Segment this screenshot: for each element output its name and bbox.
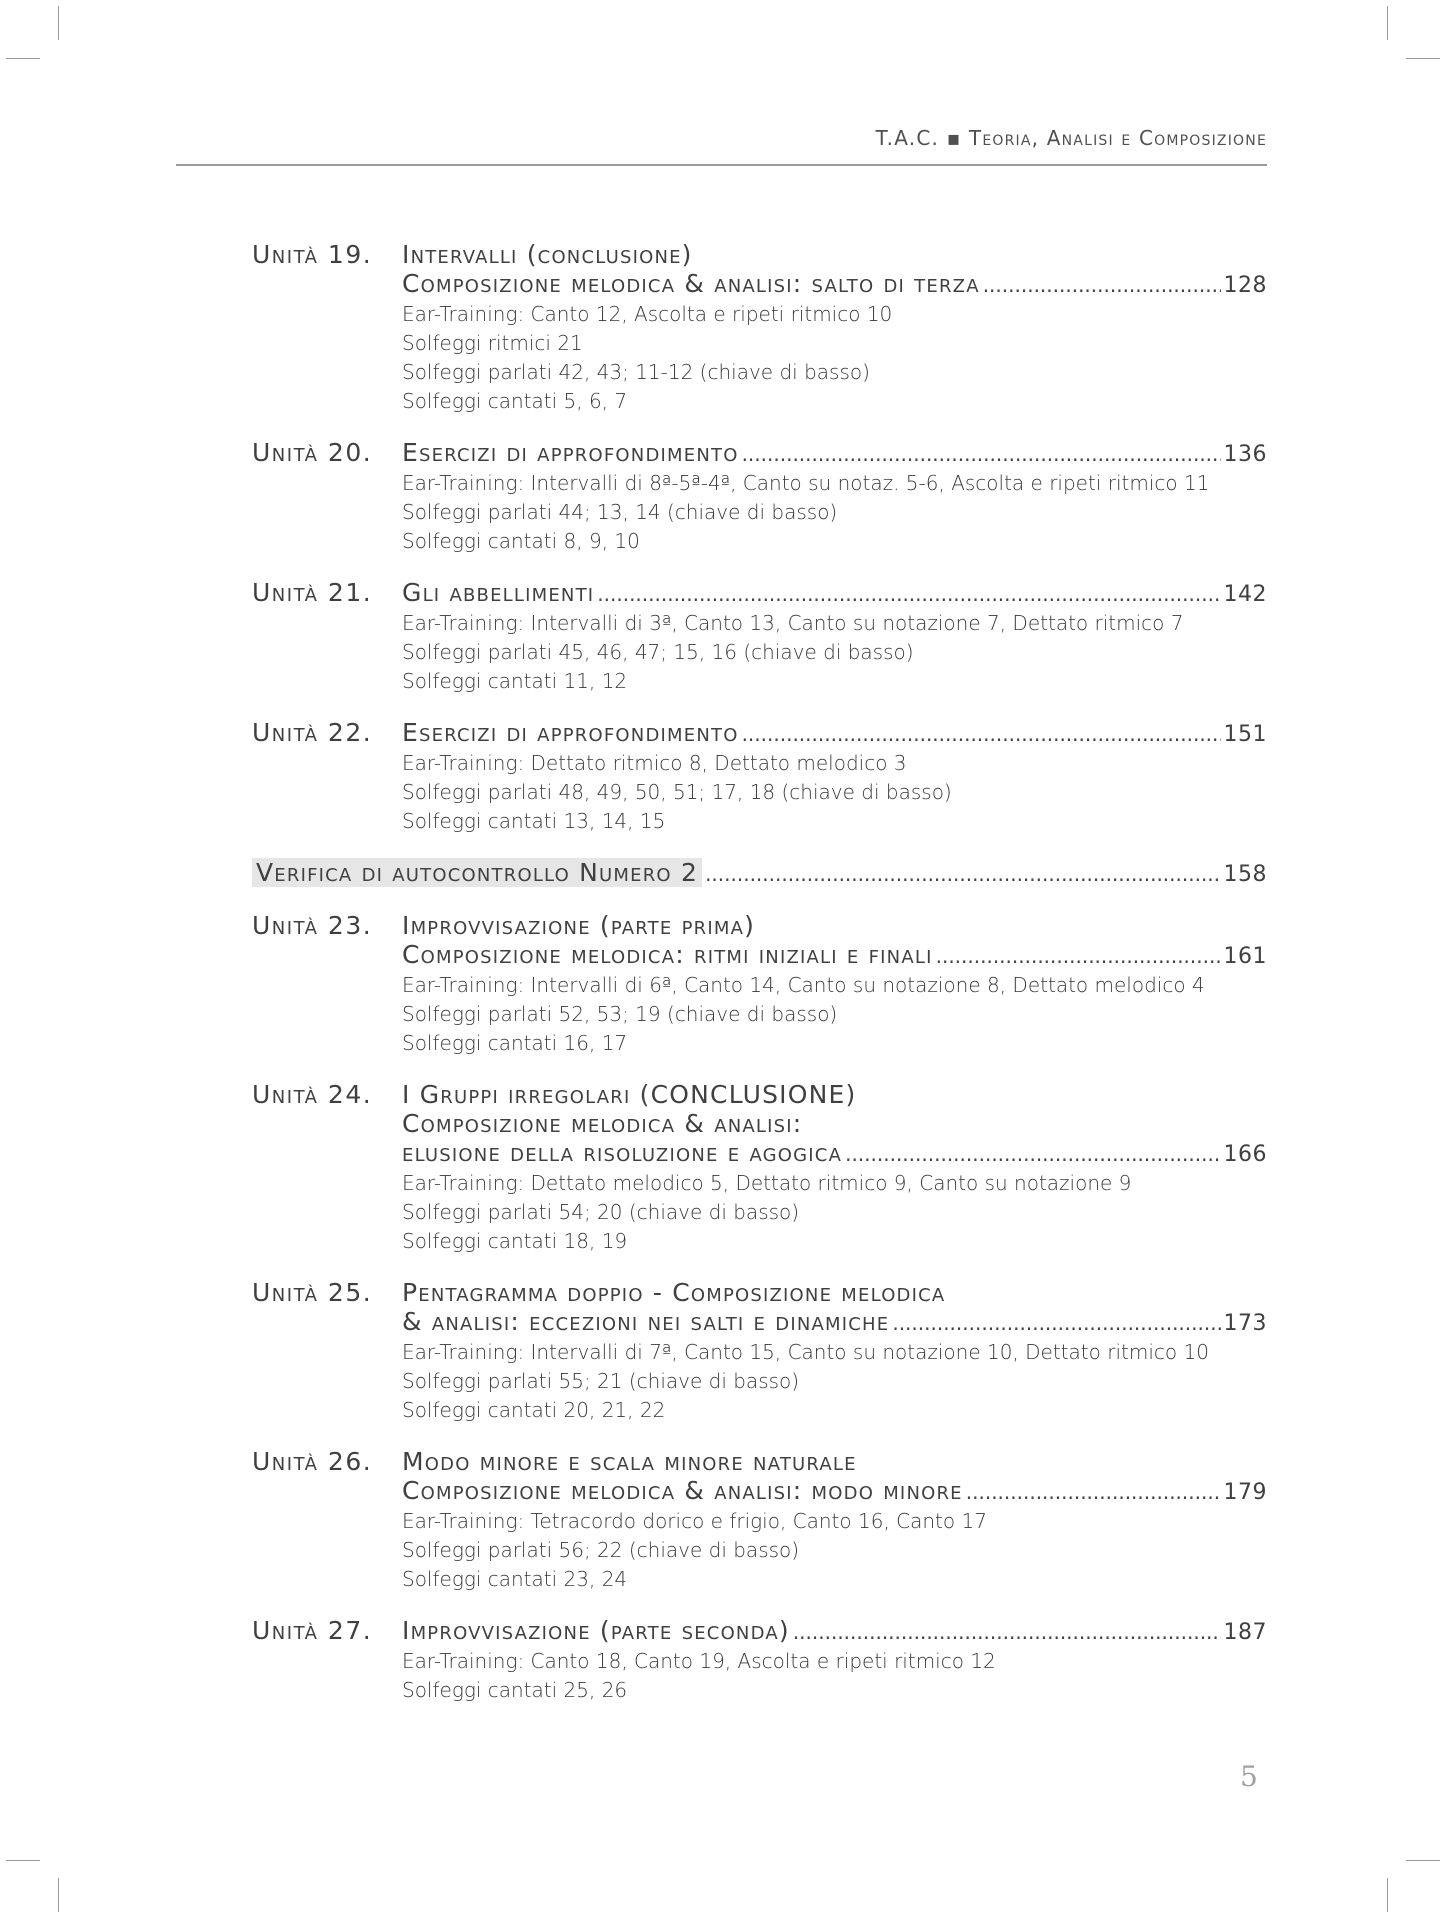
dot-leader — [966, 1476, 1221, 1507]
entry-subitem: Solfeggi cantati 5, 6, 7 — [402, 389, 628, 413]
entry-subitem: Ear-Training: Canto 18, Canto 19, Ascolta e ripeti ritmico 12 — [402, 1649, 996, 1673]
unit-label: Unità 19. — [252, 240, 373, 269]
entry-subitem: Solfeggi parlati 44; 13, 14 (chiave di basso) — [402, 500, 838, 524]
entry-subitem: Ear-Training: Intervalli di 6ª, Canto 14, Canto su notazione 8, Dettato melodico 4 — [402, 973, 1205, 997]
entry-subitem: Solfeggi parlati 55; 21 (chiave di basso) — [402, 1369, 800, 1393]
dot-leader — [845, 1138, 1220, 1169]
entry-subitem: Solfeggi cantati 23, 24 — [402, 1567, 628, 1591]
toc-entry — [252, 1447, 1267, 1594]
entry-title-line — [402, 718, 1267, 749]
entry-title: Verifica di autocontrollo Numero 2 — [252, 858, 702, 887]
entry-subitem: Ear-Training: Canto 12, Ascolta e ripeti ritmico 10 — [402, 302, 893, 326]
entry-title: Composizione melodica: ritmi iniziali e finali — [402, 940, 933, 969]
entry-subitem: Ear-Training: Dettato ritmico 8, Dettato melodico 3 — [402, 751, 907, 775]
unit-label: Unità 26. — [252, 1447, 373, 1476]
table-of-contents — [252, 240, 1267, 1727]
unit-label: Unità 21. — [252, 578, 373, 607]
dot-leader — [892, 1307, 1220, 1338]
entry-title-line — [402, 911, 1267, 940]
unit-label: Unità 27. — [252, 1616, 373, 1645]
entry-page-number: 136 — [1223, 442, 1267, 467]
entry-title: Improvvisazione (parte seconda) — [402, 1616, 790, 1645]
entry-subitem: Solfeggi cantati 20, 21, 22 — [402, 1398, 666, 1422]
entry-subitem: Solfeggi parlati 45, 46, 47; 15, 16 (chiave di basso) — [402, 640, 914, 664]
entry-title-line — [402, 1278, 1267, 1307]
dot-leader — [742, 438, 1221, 469]
crop-mark — [1387, 6, 1388, 40]
entry-title-line — [402, 1109, 1267, 1138]
entry-subitem: Ear-Training: Intervalli di 3ª, Canto 13, Canto su notazione 7, Dettato ritmico 7 — [402, 611, 1184, 635]
running-head: T.A.C. ▪ Teoria, Analisi e Composizione — [875, 126, 1267, 150]
entry-page-number: 187 — [1223, 1620, 1267, 1645]
toc-entry — [252, 1080, 1267, 1256]
toc-entry — [252, 718, 1267, 836]
header-rule — [176, 164, 1267, 166]
unit-label: Unità 22. — [252, 718, 373, 747]
toc-entry — [252, 1616, 1267, 1705]
entry-title-line — [402, 1447, 1267, 1476]
entry-subitem: Ear-Training: Tetracordo dorico e frigio, Canto 16, Canto 17 — [402, 1509, 987, 1533]
entry-title-line — [402, 438, 1267, 469]
dot-leader — [705, 858, 1220, 889]
entry-title: Composizione melodica & analisi: salto di terza — [402, 269, 980, 298]
entry-title-line — [402, 1476, 1267, 1507]
dot-leader — [597, 578, 1220, 609]
entry-title: Intervalli (conclusione) — [402, 240, 693, 269]
entry-title: Modo minore e scala minore naturale — [402, 1447, 857, 1476]
crop-mark — [58, 1878, 59, 1912]
entry-title: & analisi: eccezioni nei salti e dinamiche — [402, 1307, 890, 1336]
entry-subitem: Ear-Training: Dettato melodico 5, Dettato ritmico 9, Canto su notazione 9 — [402, 1171, 1132, 1195]
entry-subitem: Solfeggi cantati 25, 26 — [402, 1678, 628, 1702]
dot-leader — [983, 269, 1221, 300]
entry-page-number: 161 — [1223, 944, 1267, 969]
entry-subitem: Solfeggi parlati 54; 20 (chiave di basso) — [402, 1200, 800, 1224]
entry-title: I Gruppi irregolari (CONCLUSIONE) — [402, 1080, 857, 1109]
unit-label: Unità 25. — [252, 1278, 373, 1307]
toc-entry — [252, 578, 1267, 696]
entry-title-line — [402, 940, 1267, 971]
entry-title: elusione della risoluzione e agogica — [402, 1138, 843, 1167]
entry-title-line — [402, 240, 1267, 269]
unit-label: Unità 24. — [252, 1080, 373, 1109]
entry-page-number: 151 — [1223, 722, 1267, 747]
entry-title: Pentagramma doppio - Composizione melodica — [402, 1278, 946, 1307]
entry-title: Esercizi di approfondimento — [402, 718, 739, 747]
entry-page-number: 179 — [1223, 1480, 1267, 1505]
entry-title: Composizione melodica & analisi: modo minore — [402, 1476, 963, 1505]
dot-leader — [742, 718, 1221, 749]
toc-entry — [252, 1278, 1267, 1425]
entry-subitem: Solfeggi cantati 11, 12 — [402, 669, 628, 693]
entry-title: Gli abbellimenti — [402, 578, 595, 607]
entry-title: Esercizi di approfondimento — [402, 438, 739, 467]
crop-mark — [6, 58, 40, 59]
toc-entry — [252, 438, 1267, 556]
entry-subitem: Solfeggi cantati 8, 9, 10 — [402, 529, 640, 553]
toc-entry — [252, 240, 1267, 416]
page-number: 5 — [1240, 1760, 1258, 1793]
crop-mark — [6, 1860, 40, 1861]
entry-title: Composizione melodica & analisi: — [402, 1109, 803, 1138]
entry-title-line — [402, 1307, 1267, 1338]
entry-title-line — [402, 1138, 1267, 1169]
entry-subitem: Solfeggi cantati 16, 17 — [402, 1031, 628, 1055]
entry-page-number: 173 — [1223, 1311, 1267, 1336]
entry-title-line — [252, 858, 1267, 889]
entry-subitem: Ear-Training: Intervalli di 7ª, Canto 15, Canto su notazione 10, Dettato ritmico 10 — [402, 1340, 1209, 1364]
entry-title: Improvvisazione (parte prima) — [402, 911, 756, 940]
entry-page-number: 128 — [1223, 273, 1267, 298]
dot-leader — [793, 1616, 1221, 1647]
entry-subitem: Solfeggi parlati 52, 53; 19 (chiave di basso) — [402, 1002, 838, 1026]
crop-mark — [58, 6, 59, 40]
entry-subitem: Solfeggi parlati 42, 43; 11-12 (chiave di basso) — [402, 360, 870, 384]
entry-page-number: 142 — [1223, 582, 1267, 607]
crop-mark — [1387, 1878, 1388, 1912]
entry-subitem: Solfeggi cantati 18, 19 — [402, 1229, 628, 1253]
entry-subitem: Solfeggi ritmici 21 — [402, 331, 583, 355]
entry-subitem: Solfeggi cantati 13, 14, 15 — [402, 809, 666, 833]
toc-entry — [252, 911, 1267, 1058]
entry-subitem: Solfeggi parlati 56; 22 (chiave di basso) — [402, 1538, 800, 1562]
dot-leader — [936, 940, 1221, 971]
unit-label: Unità 23. — [252, 911, 373, 940]
crop-mark — [1406, 1860, 1440, 1861]
crop-mark — [1406, 58, 1440, 59]
entry-subitem: Ear-Training: Intervalli di 8ª-5ª-4ª, Canto su notaz. 5-6, Ascolta e ripeti ritmico 11 — [402, 471, 1210, 495]
entry-subitem: Solfeggi parlati 48, 49, 50, 51; 17, 18 (chiave di basso) — [402, 780, 952, 804]
unit-label: Unità 20. — [252, 438, 373, 467]
toc-verifica-entry — [252, 858, 1267, 889]
entry-title-line — [402, 269, 1267, 300]
entry-title-line — [402, 1616, 1267, 1647]
entry-page-number: 166 — [1223, 1142, 1267, 1167]
entry-title-line — [402, 1080, 1267, 1109]
entry-page-number: 158 — [1223, 862, 1267, 887]
entry-title-line — [402, 578, 1267, 609]
